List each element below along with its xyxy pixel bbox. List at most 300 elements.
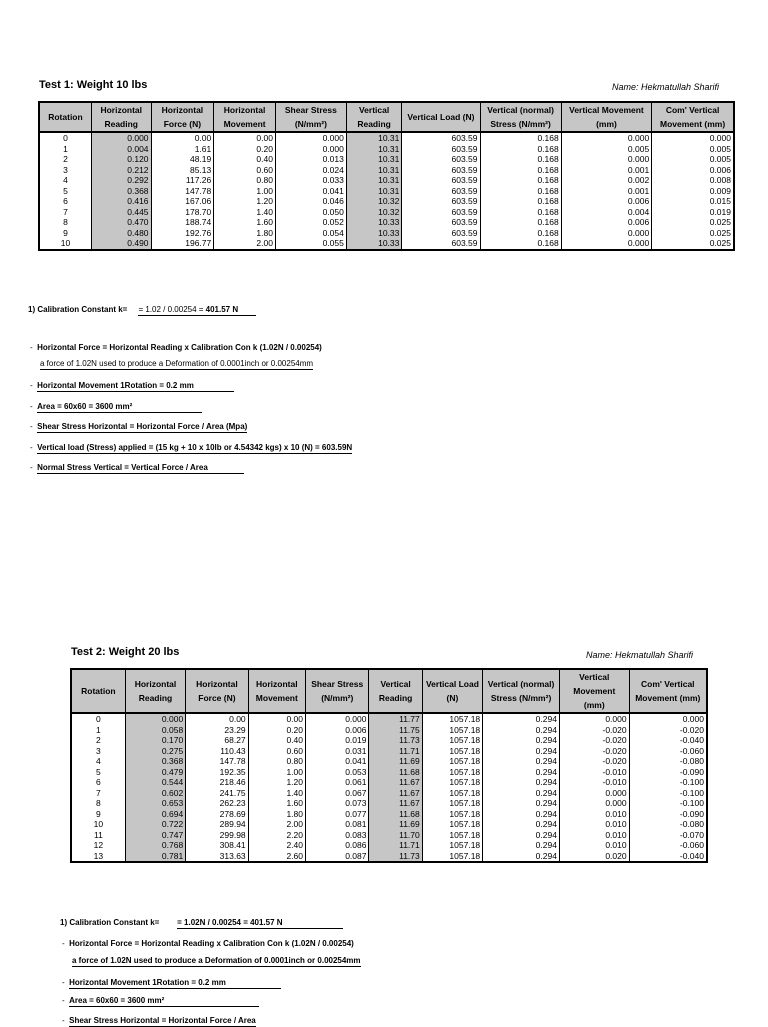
table-cell: 0.004 xyxy=(91,144,151,155)
table-cell: 1057.18 xyxy=(422,735,482,746)
test2-author-name: Name: Hekmatullah Sharifi xyxy=(586,650,694,660)
table-cell: 0.120 xyxy=(91,154,151,165)
table-cell: 0.024 xyxy=(275,165,346,176)
table-cell: -0.020 xyxy=(559,735,629,746)
table-cell: 1057.18 xyxy=(422,777,482,788)
table-cell: 0.000 xyxy=(652,132,734,144)
column-header: Horizontal Movement xyxy=(248,669,305,713)
table-row xyxy=(71,798,707,809)
table-cell: 23.29 xyxy=(186,725,248,736)
table-cell: 0.031 xyxy=(306,746,369,757)
table-cell: 11.67 xyxy=(369,788,422,799)
table-cell: 0.000 xyxy=(561,154,651,165)
table-row xyxy=(71,830,707,841)
table-cell: 1057.18 xyxy=(422,746,482,757)
table-cell: 0.294 xyxy=(483,830,560,841)
table-cell: 308.41 xyxy=(186,840,248,851)
table-cell: 0.544 xyxy=(125,777,185,788)
table-cell: 178.70 xyxy=(151,207,214,218)
table-cell: 0.000 xyxy=(275,132,346,144)
table-cell: 0.653 xyxy=(125,798,185,809)
table-cell: 0.212 xyxy=(91,165,151,176)
table-cell: 0.001 xyxy=(561,186,651,197)
column-header: Horizontal Force (N) xyxy=(186,669,248,713)
test1-note-force-deformation xyxy=(40,359,313,370)
table-cell: 1.80 xyxy=(248,809,305,820)
test1-calibration-constant xyxy=(28,305,256,316)
table-cell: -0.020 xyxy=(559,746,629,757)
table-cell: 0.002 xyxy=(561,175,651,186)
note-text: Area = 60x60 = 3600 mm² xyxy=(37,402,202,413)
table-cell: 0.052 xyxy=(275,217,346,228)
table-row xyxy=(71,777,707,788)
table-cell: 11 xyxy=(71,830,125,841)
table-cell: 0.294 xyxy=(483,798,560,809)
table-cell: 0.294 xyxy=(483,713,560,725)
table-cell: 2.20 xyxy=(248,830,305,841)
note-text: a force of 1.02N used to produce a Deformation of 0.0001inch or 0.00254mm xyxy=(72,956,361,965)
table-cell: 2.00 xyxy=(214,238,276,250)
calibration-formula: = 1.02 / 0.00254 = xyxy=(138,305,206,314)
table-cell: 0.000 xyxy=(91,132,151,144)
column-header: Vertical Load (N) xyxy=(422,669,482,713)
table-cell: 10.31 xyxy=(346,186,402,197)
test1-author-name: Name: Hekmatullah Sharifi xyxy=(612,82,720,92)
table-cell: 192.76 xyxy=(151,228,214,239)
table-cell: 0.294 xyxy=(483,725,560,736)
table-cell: 1.60 xyxy=(214,217,276,228)
table-header-row xyxy=(39,102,734,132)
table-row xyxy=(71,756,707,767)
table-cell: 0.033 xyxy=(275,175,346,186)
table-cell: 11.69 xyxy=(369,756,422,767)
table-cell: 0.041 xyxy=(306,756,369,767)
table-row xyxy=(71,840,707,851)
table-cell: 0.40 xyxy=(214,154,276,165)
table-cell: 48.19 xyxy=(151,154,214,165)
table-cell: 117.26 xyxy=(151,175,214,186)
table-cell: 0.294 xyxy=(483,788,560,799)
table-cell: 85.13 xyxy=(151,165,214,176)
table-cell: 0.20 xyxy=(248,725,305,736)
table-cell: 289.94 xyxy=(186,819,248,830)
column-header: Vertical Reading xyxy=(346,102,402,132)
bullet-dash: - xyxy=(30,463,38,472)
table-cell: 10.31 xyxy=(346,144,402,155)
table-cell: 603.59 xyxy=(402,154,480,165)
table-cell: 1.00 xyxy=(248,767,305,778)
table-cell: 0.292 xyxy=(91,175,151,186)
table-cell: 299.98 xyxy=(186,830,248,841)
test2-calibration-constant xyxy=(60,918,343,929)
table-cell: -0.070 xyxy=(629,830,707,841)
calibration-value: 401.57 N xyxy=(205,305,239,314)
table-cell: 1.61 xyxy=(151,144,214,155)
table-cell: 0.010 xyxy=(559,809,629,820)
table-cell: -0.020 xyxy=(559,725,629,736)
table-cell: -0.100 xyxy=(629,798,707,809)
table-row xyxy=(39,196,734,207)
table-cell: 603.59 xyxy=(402,144,480,155)
table-cell: 278.69 xyxy=(186,809,248,820)
bullet-dash: - xyxy=(62,939,70,948)
table-cell: 0.294 xyxy=(483,809,560,820)
table-cell: 2.40 xyxy=(248,840,305,851)
table-cell: 0.294 xyxy=(483,840,560,851)
column-header: Rotation xyxy=(39,102,91,132)
table-row xyxy=(39,165,734,176)
column-header: Horizontal Reading xyxy=(125,669,185,713)
table-cell: 0.019 xyxy=(306,735,369,746)
table-cell: 1.00 xyxy=(214,186,276,197)
test1-data-table xyxy=(38,101,735,251)
table-cell: 1.60 xyxy=(248,798,305,809)
table-cell: 5 xyxy=(71,767,125,778)
note-text: Horizontal Movement 1Rotation = 0.2 mm xyxy=(37,381,234,392)
table-cell: 2.60 xyxy=(248,851,305,863)
table-cell: 0.294 xyxy=(483,767,560,778)
table-cell: -0.060 xyxy=(629,746,707,757)
table-row xyxy=(71,735,707,746)
table-cell: 0.083 xyxy=(306,830,369,841)
table-cell: -0.060 xyxy=(629,840,707,851)
table-cell: 188.74 xyxy=(151,217,214,228)
table-cell: 11.77 xyxy=(369,713,422,725)
table-row xyxy=(39,207,734,218)
table-cell: 11.73 xyxy=(369,735,422,746)
table-cell: 0.781 xyxy=(125,851,185,863)
table-cell: 0.000 xyxy=(561,132,651,144)
table-cell: 10.33 xyxy=(346,217,402,228)
table-cell: 196.77 xyxy=(151,238,214,250)
table-cell: 0.077 xyxy=(306,809,369,820)
table-cell: -0.020 xyxy=(629,725,707,736)
table-cell: 167.06 xyxy=(151,196,214,207)
table-row xyxy=(39,144,734,155)
table-cell: 7 xyxy=(71,788,125,799)
bullet-dash: - xyxy=(62,1016,70,1025)
test2-note-horizontal-movement xyxy=(62,978,281,989)
table-cell: 1057.18 xyxy=(422,756,482,767)
test1-note-shear-stress xyxy=(30,422,247,433)
table-cell: 2.00 xyxy=(248,819,305,830)
table-row xyxy=(71,851,707,863)
table-cell: 2 xyxy=(39,154,91,165)
column-header: Vertical Reading xyxy=(369,669,422,713)
table-cell: 9 xyxy=(71,809,125,820)
table-cell: 1057.18 xyxy=(422,767,482,778)
table-cell: 0.000 xyxy=(559,788,629,799)
table-cell: 0.067 xyxy=(306,788,369,799)
table-cell: 7 xyxy=(39,207,91,218)
column-header: Vertical Movement (mm) xyxy=(559,669,629,713)
table-cell: 0.294 xyxy=(483,851,560,863)
table-row xyxy=(71,819,707,830)
table-cell: 110.43 xyxy=(186,746,248,757)
table-cell: 10.31 xyxy=(346,175,402,186)
table-cell: 11.71 xyxy=(369,840,422,851)
table-cell: 0.294 xyxy=(483,777,560,788)
bullet-dash: - xyxy=(30,381,38,390)
bullet-dash: - xyxy=(30,402,38,411)
table-cell: 0.010 xyxy=(559,819,629,830)
table-cell: 0.00 xyxy=(214,132,276,144)
note-text: Shear Stress Horizontal = Horizontal Force / Area xyxy=(69,1016,256,1025)
vertical-load-value: 603.59N xyxy=(321,443,353,452)
table-cell: 1057.18 xyxy=(422,830,482,841)
table-cell: 8 xyxy=(71,798,125,809)
table-cell: 0.005 xyxy=(652,154,734,165)
table-cell: 0.602 xyxy=(125,788,185,799)
table-cell: -0.040 xyxy=(629,851,707,863)
table-row xyxy=(39,175,734,186)
table-cell: 0.768 xyxy=(125,840,185,851)
table-cell: 262.23 xyxy=(186,798,248,809)
table-cell: 11.70 xyxy=(369,830,422,841)
table-cell: 10.33 xyxy=(346,238,402,250)
table-row xyxy=(39,217,734,228)
table-cell: 603.59 xyxy=(402,132,480,144)
table-cell: 1057.18 xyxy=(422,840,482,851)
table-cell: 13 xyxy=(71,851,125,863)
table-cell: 0.747 xyxy=(125,830,185,841)
test2-note-horizontal-force xyxy=(62,939,354,948)
table-cell: 11.71 xyxy=(369,746,422,757)
table-cell: 0.006 xyxy=(561,196,651,207)
table-cell: 0.025 xyxy=(652,228,734,239)
table-cell: 11.67 xyxy=(369,777,422,788)
note-text: Shear Stress Horizontal = Horizontal Force / Area (Mpa) xyxy=(37,422,248,431)
table-cell: -0.090 xyxy=(629,767,707,778)
bullet-dash: - xyxy=(30,343,38,352)
table-cell: 192.35 xyxy=(186,767,248,778)
table-cell: 4 xyxy=(71,756,125,767)
table-cell: -0.020 xyxy=(559,756,629,767)
table-cell: 0.294 xyxy=(483,756,560,767)
table-cell: 0.00 xyxy=(248,713,305,725)
table-cell: 0.053 xyxy=(306,767,369,778)
test1-note-area xyxy=(30,402,202,413)
table-row xyxy=(71,767,707,778)
table-cell: 0.694 xyxy=(125,809,185,820)
column-header: Shear Stress (N/mm²) xyxy=(306,669,369,713)
table-cell: 0.000 xyxy=(559,713,629,725)
table-cell: 0.055 xyxy=(275,238,346,250)
column-header: Horizontal Reading xyxy=(91,102,151,132)
table-cell: 8 xyxy=(39,217,91,228)
table-cell: 1057.18 xyxy=(422,788,482,799)
table-cell: 0.046 xyxy=(275,196,346,207)
table-cell: 1.80 xyxy=(214,228,276,239)
table-cell: 0.722 xyxy=(125,819,185,830)
table-cell: 0 xyxy=(39,132,91,144)
table-row xyxy=(39,154,734,165)
table-cell: 11.67 xyxy=(369,798,422,809)
table-cell: 147.78 xyxy=(151,186,214,197)
table-cell: 603.59 xyxy=(402,228,480,239)
table-cell: 0.168 xyxy=(480,228,561,239)
table-row xyxy=(71,788,707,799)
table-cell: 1.20 xyxy=(248,777,305,788)
table-cell: 0.008 xyxy=(652,175,734,186)
table-cell: 0.80 xyxy=(248,756,305,767)
table-cell: 10 xyxy=(39,238,91,250)
table-cell: 10.31 xyxy=(346,165,402,176)
table-cell: 0.061 xyxy=(306,777,369,788)
table-cell: 1 xyxy=(39,144,91,155)
table-cell: 0 xyxy=(71,713,125,725)
table-cell: 0.005 xyxy=(652,144,734,155)
table-cell: 0.168 xyxy=(480,217,561,228)
table-cell: 0.368 xyxy=(91,186,151,197)
table-cell: 1057.18 xyxy=(422,798,482,809)
test1-note-vertical-load xyxy=(30,443,352,454)
calibration-label: 1) Calibration Constant k= xyxy=(60,918,160,927)
table-cell: 10.33 xyxy=(346,228,402,239)
table-cell: 0.168 xyxy=(480,238,561,250)
table-cell: 0.086 xyxy=(306,840,369,851)
table-cell: 0.40 xyxy=(248,735,305,746)
note-text: a force of 1.02N used to produce a Deformation of 0.0001inch or 0.00254mm xyxy=(40,359,314,368)
table-cell: 0.000 xyxy=(306,713,369,725)
table-cell: 147.78 xyxy=(186,756,248,767)
note-text: Normal Stress Vertical = Vertical Force / Area xyxy=(37,463,244,474)
table-cell: 0.294 xyxy=(483,819,560,830)
table-cell: 1057.18 xyxy=(422,725,482,736)
table-cell: 0.168 xyxy=(480,154,561,165)
table-cell: 11.75 xyxy=(369,725,422,736)
table-cell: 313.63 xyxy=(186,851,248,863)
table-cell: 0.294 xyxy=(483,746,560,757)
table-cell: 4 xyxy=(39,175,91,186)
table-cell: 241.75 xyxy=(186,788,248,799)
table-cell: 6 xyxy=(39,196,91,207)
table-cell: 0.000 xyxy=(559,798,629,809)
table-cell: -0.080 xyxy=(629,819,707,830)
table-cell: 1 xyxy=(71,725,125,736)
table-cell: 10.31 xyxy=(346,132,402,144)
test2-note-area xyxy=(62,996,259,1007)
bullet-dash: - xyxy=(30,422,38,431)
table-cell: 0.00 xyxy=(151,132,214,144)
table-cell: 0.013 xyxy=(275,154,346,165)
test2-note-shear-stress xyxy=(62,1016,256,1027)
bullet-dash: - xyxy=(62,978,70,987)
table-cell: 0.368 xyxy=(125,756,185,767)
table-cell: 0.168 xyxy=(480,144,561,155)
table-cell: 10 xyxy=(71,819,125,830)
table-cell: 0.60 xyxy=(214,165,276,176)
table-cell: -0.040 xyxy=(629,735,707,746)
table-cell: 0.60 xyxy=(248,746,305,757)
table-cell: 603.59 xyxy=(402,196,480,207)
table-cell: 5 xyxy=(39,186,91,197)
test1-note-normal-stress xyxy=(30,463,244,474)
table-cell: 0.054 xyxy=(275,228,346,239)
table-cell: 0.041 xyxy=(275,186,346,197)
table-cell: 0.168 xyxy=(480,175,561,186)
table-cell: 0.168 xyxy=(480,132,561,144)
table-cell: 0.010 xyxy=(559,830,629,841)
table-cell: -0.010 xyxy=(559,767,629,778)
table-cell: 0.168 xyxy=(480,186,561,197)
table-cell: 1057.18 xyxy=(422,851,482,863)
table-cell: 0.050 xyxy=(275,207,346,218)
table-cell: 0.087 xyxy=(306,851,369,863)
table-cell: 0.019 xyxy=(652,207,734,218)
test2-data-table xyxy=(70,668,708,863)
calibration-expression xyxy=(138,305,255,316)
column-header: Com' Vertical Movement (mm) xyxy=(629,669,707,713)
table-cell: 0.00 xyxy=(186,713,248,725)
table-cell: 1057.18 xyxy=(422,819,482,830)
column-header: Rotation xyxy=(71,669,125,713)
table-cell: 0.000 xyxy=(561,238,651,250)
table-cell: 0.025 xyxy=(652,217,734,228)
table-cell: 0.480 xyxy=(91,228,151,239)
table-cell: 0.009 xyxy=(652,186,734,197)
table-cell: 0.020 xyxy=(559,851,629,863)
table-header-row xyxy=(71,669,707,713)
table-cell: -0.100 xyxy=(629,788,707,799)
note-text: Horizontal Force = Horizontal Reading x Calibration Con k (1.02N / 0.00254) xyxy=(69,939,354,948)
table-cell: 0.479 xyxy=(125,767,185,778)
table-cell: 10.31 xyxy=(346,154,402,165)
table-cell: 68.27 xyxy=(186,735,248,746)
table-cell: 10.32 xyxy=(346,207,402,218)
table-cell: 0.006 xyxy=(652,165,734,176)
table-cell: -0.100 xyxy=(629,777,707,788)
table-cell: 3 xyxy=(39,165,91,176)
table-cell: 12 xyxy=(71,840,125,851)
table-cell: 0.445 xyxy=(91,207,151,218)
table-cell: 2 xyxy=(71,735,125,746)
table-cell: 1.40 xyxy=(248,788,305,799)
table-cell: 9 xyxy=(39,228,91,239)
table-cell: 0.294 xyxy=(483,735,560,746)
table-row xyxy=(39,228,734,239)
table-cell: 11.68 xyxy=(369,809,422,820)
test2-note-force-deformation xyxy=(72,956,361,967)
table-cell: 603.59 xyxy=(402,175,480,186)
table-cell: 0.000 xyxy=(275,144,346,155)
table-cell: 0.275 xyxy=(125,746,185,757)
test1-note-horizontal-movement xyxy=(30,381,234,392)
column-header: Vertical Movement (mm) xyxy=(561,102,651,132)
table-cell: 11.68 xyxy=(369,767,422,778)
column-header: Vertical (normal) Stress (N/mm²) xyxy=(480,102,561,132)
table-row xyxy=(39,186,734,197)
table-cell: 0.170 xyxy=(125,735,185,746)
note-text: Horizontal Movement 1Rotation = 0.2 mm xyxy=(69,978,281,989)
table-cell: 603.59 xyxy=(402,207,480,218)
column-header: Horizontal Movement xyxy=(214,102,276,132)
table-cell: 0.081 xyxy=(306,819,369,830)
calibration-expression: = 1.02N / 0.00254 = 401.57 N xyxy=(177,918,342,929)
table-cell: 603.59 xyxy=(402,186,480,197)
table-cell: 1.40 xyxy=(214,207,276,218)
table-cell: -0.090 xyxy=(629,809,707,820)
table-cell: 0.004 xyxy=(561,207,651,218)
table-cell: 10.32 xyxy=(346,196,402,207)
table-cell: 0.490 xyxy=(91,238,151,250)
table-cell: 0.20 xyxy=(214,144,276,155)
table-cell: 0.168 xyxy=(480,165,561,176)
table-cell: -0.080 xyxy=(629,756,707,767)
table-row xyxy=(39,238,734,250)
note-text: Area = 60x60 = 3600 mm² xyxy=(69,996,259,1007)
column-header: Shear Stress (N/mm²) xyxy=(275,102,346,132)
